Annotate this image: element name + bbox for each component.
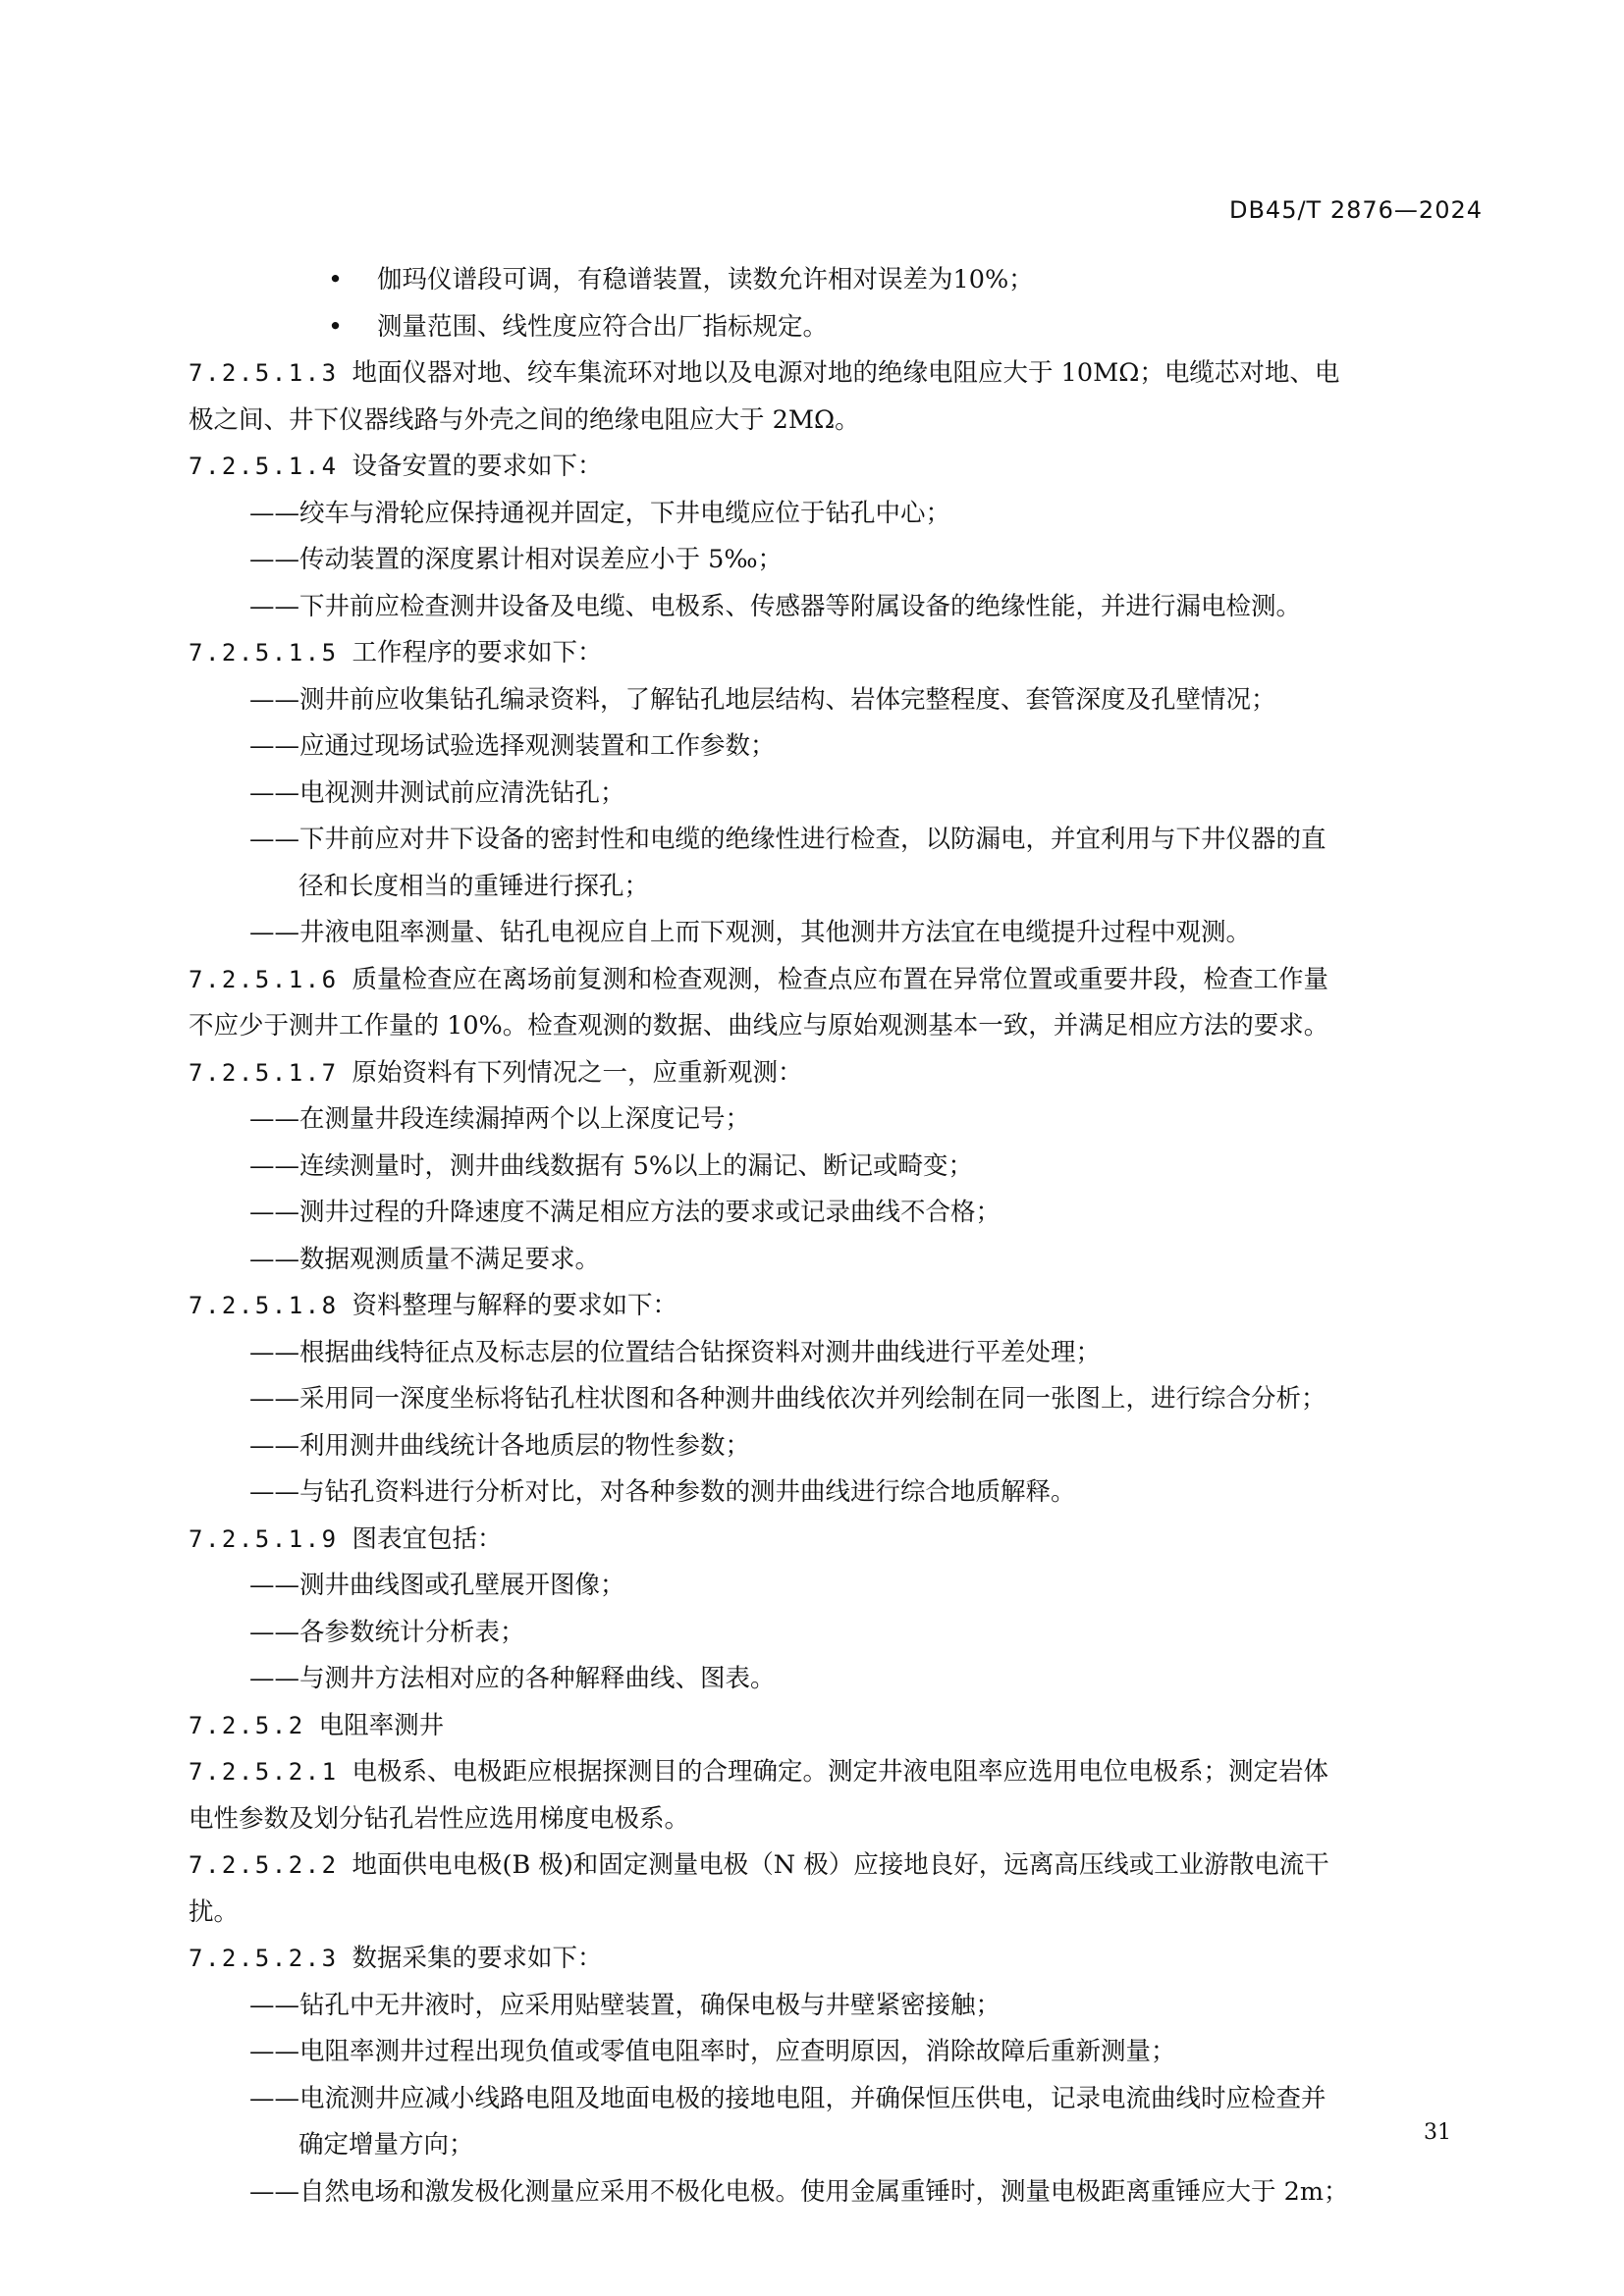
clause-number: 7.2.5.1.9 — [189, 1524, 339, 1553]
clause-text: 资料整理与解释的要求如下： — [352, 1291, 678, 1320]
clause-text: 数据采集的要求如下： — [352, 1944, 603, 1973]
dash-list-item: ——数据观测质量不满足要求。 — [249, 1244, 601, 1274]
clause — [189, 1842, 1485, 1890]
list-item-continuation: 径和长度相当的重锤进行探孔； — [298, 871, 650, 901]
clause-number: 7.2.5.2.2 — [189, 1851, 339, 1879]
bullet-icon: • — [328, 311, 344, 342]
dash-list-item: ——测井曲线图或孔壁展开图像； — [249, 1571, 625, 1600]
dash-list-item: ——钻孔中无井液时，应采用贴壁装置，确保电极与井壁紧密接触； — [249, 1990, 1001, 2020]
clause-number: 7.2.5.2.3 — [189, 1945, 339, 1972]
clause-text: 图表宜包括： — [352, 1523, 503, 1554]
clause-number: 7.2.5.1.5 — [189, 639, 339, 667]
dash-list-item: ——利用测井曲线统计各地质层的物性参数； — [249, 1430, 751, 1461]
body-text — [189, 257, 1485, 2216]
clause — [189, 1283, 1485, 1330]
dash-list-item: ——各参数统计分析表； — [249, 1617, 525, 1647]
dash-list-item: ——连续测量时，测井曲线数据有 5%以上的漏记、断记或畸变； — [249, 1150, 974, 1181]
dash-list-item: ——绞车与滑轮应保持通视并固定，下井电缆应位于钻孔中心； — [249, 498, 951, 528]
dash-list-item: ——根据曲线特征点及标志层的位置结合钻探资料对测井曲线进行平差处理； — [249, 1337, 1102, 1367]
dash-list-item: ——电视测井测试前应清洗钻孔； — [249, 777, 625, 808]
clause — [189, 1936, 1485, 1983]
clause-text: 设备安置的要求如下： — [352, 452, 603, 481]
dash-list-item: ——井液电阻率测量、钻孔电视应自上而下观测，其他测井方法宜在电缆提升过程中观测。 — [249, 918, 1252, 947]
clause — [189, 350, 1485, 398]
clause-text: 质量检查应在离场前复测和检查观测，检查点应布置在异常位置或重要井段，检查工作量 — [352, 964, 1329, 994]
clause-number: 7.2.5.2.1 — [189, 1758, 339, 1786]
dash-list-item: ——电阻率测井过程出现负值或零值电阻率时，应查明原因，消除故障后重新测量； — [249, 2037, 1176, 2066]
clause-number: 7.2.5.1.6 — [189, 965, 339, 993]
bullet-item — [189, 304, 1485, 351]
bullet-icon: • — [328, 265, 344, 294]
dash-list-item: ——与测井方法相对应的各种解释曲线、图表。 — [249, 1664, 776, 1693]
clause — [189, 1050, 1485, 1097]
clause-text: 原始资料有下列情况之一，应重新观测： — [352, 1057, 803, 1088]
paragraph-continuation: 极之间、井下仪器线路与外壳之间的绝缘电阻应大于 2MΩ。 — [189, 404, 860, 435]
clause-number: 7.2.5.2 — [189, 1711, 305, 1739]
page-number: 31 — [1424, 2120, 1451, 2145]
dash-list-item: ——应通过现场试验选择观测装置和工作参数； — [249, 731, 776, 761]
bullet-text: 伽玛仪谱段可调，有稳谱装置，读数允许相对误差为10%； — [377, 265, 1034, 294]
dash-list-item: ——采用同一深度坐标将钻孔柱状图和各种测井曲线依次并列绘制在同一张图上，进行综合分析； — [249, 1384, 1326, 1414]
dash-list-item: ——与钻孔资料进行分析对比，对各种参数的测井曲线进行综合地质解释。 — [249, 1477, 1076, 1507]
paragraph-continuation: 扰。 — [189, 1896, 240, 1927]
dash-list-item: ——电流测井应减小线路电阻及地面电极的接地电阻，并确保恒压供电，记录电流曲线时应检查并 — [249, 2083, 1326, 2113]
clause-number: 7.2.5.1.3 — [189, 359, 339, 387]
clause — [189, 1749, 1485, 1796]
dash-list-item: ——测井前应收集钻孔编录资料，了解钻孔地层结构、岩体完整程度、套管深度及孔壁情况； — [249, 684, 1276, 715]
clause — [189, 1517, 1485, 1564]
bullet-item — [189, 257, 1485, 304]
paragraph-continuation: 电性参数及划分钻孔岩性应选用梯度电极系。 — [189, 1803, 690, 1834]
clause-number: 7.2.5.1.8 — [189, 1292, 339, 1319]
standard-code-header: DB45/T 2876—2024 — [1228, 196, 1483, 224]
paragraph-continuation: 不应少于测井工作量的 10%。检查观测的数据、曲线应与原始观测基本一致，并满足相应方法的要求。 — [189, 1011, 1329, 1041]
clause-number: 7.2.5.1.7 — [189, 1058, 339, 1087]
clause-text: 地面仪器对地、绞车集流环对地以及电源对地的绝缘电阻应大于 10MΩ；电缆芯对地、电 — [352, 358, 1340, 388]
clause — [189, 444, 1485, 491]
dash-list-item: ——传动装置的深度累计相对误差应小于 5‰； — [249, 545, 784, 574]
clause — [189, 1703, 1485, 1750]
clause-number: 7.2.5.1.4 — [189, 453, 339, 480]
clause-text: 地面供电电极(B 极)和固定测量电极（N 极）应接地良好，远离高压线或工业游散电流干 — [352, 1850, 1329, 1880]
clause — [189, 957, 1485, 1004]
clause-text: 电阻率测井 — [318, 1710, 445, 1740]
dash-list-item: ——测井过程的升降速度不满足相应方法的要求或记录曲线不合格； — [249, 1198, 1001, 1227]
dash-list-item: ——下井前应检查测井设备及电缆、电极系、传感器等附属设备的绝缘性能，并进行漏电检测。 — [249, 591, 1302, 621]
list-item-continuation: 确定增量方向； — [298, 2130, 474, 2160]
clause-text: 工作程序的要求如下： — [352, 638, 603, 667]
clause — [189, 630, 1485, 677]
bullet-text: 测量范围、线性度应符合出厂指标规定。 — [377, 311, 829, 342]
clause-text: 电极系、电极距应根据探测目的合理确定。测定井液电阻率应选用电位电极系；测定岩体 — [352, 1757, 1329, 1787]
dash-list-item: ——下井前应对井下设备的密封性和电缆的绝缘性进行检查，以防漏电，并宜利用与下井仪器的直 — [249, 825, 1326, 854]
dash-list-item: ——在测量井段连续漏掉两个以上深度记号； — [249, 1104, 751, 1134]
dash-list-item: ——自然电场和激发极化测量应采用不极化电极。使用金属重锤时，测量电极距离重锤应大于 2m； — [249, 2176, 1349, 2207]
